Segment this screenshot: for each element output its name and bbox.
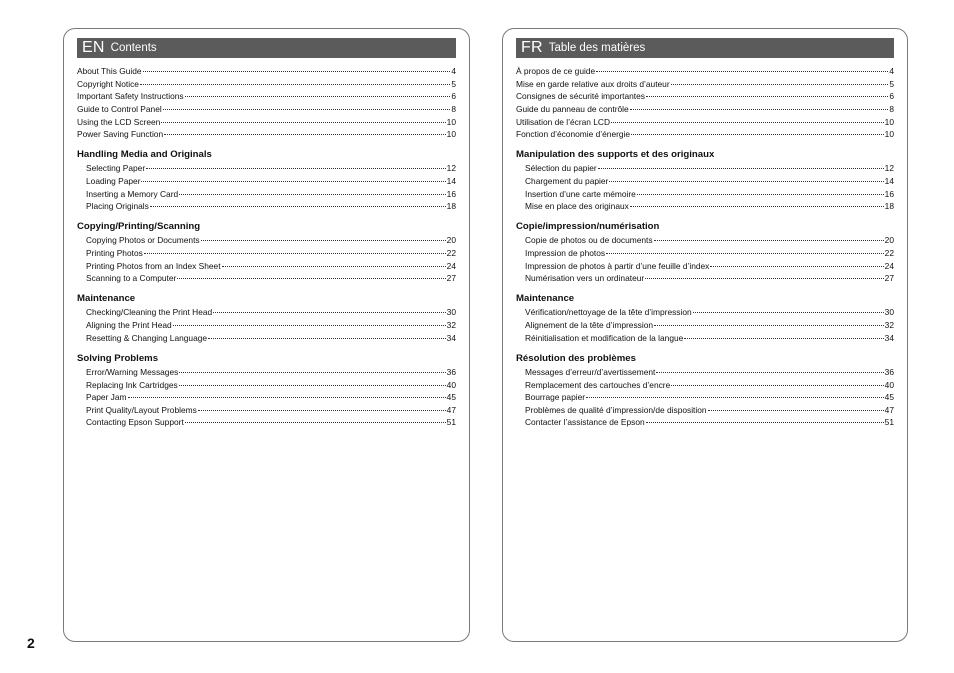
toc-entry[interactable] (77, 103, 456, 116)
toc-entry[interactable] (516, 379, 894, 392)
toc-entry[interactable] (77, 404, 456, 417)
toc-entry[interactable] (516, 319, 894, 332)
dot-leader (143, 71, 451, 72)
toc-entry-label: Replacing Ink Cartridges (86, 379, 178, 390)
toc-entry-label: Chargement du papier (525, 175, 609, 186)
toc-entry[interactable] (516, 65, 894, 78)
toc-entry-page: 10 (884, 129, 894, 140)
toc-entry-page: 4 (889, 66, 894, 76)
toc-list-en (77, 65, 456, 429)
toc-entry[interactable] (77, 366, 456, 379)
toc-entry-label: Print Quality/Layout Problems (86, 404, 197, 415)
toc-entry-label: Loading Paper (86, 175, 141, 186)
toc-entry-page: 30 (884, 307, 894, 318)
contents-title: Contents (110, 42, 157, 54)
toc-entry-label: Impression de photos (525, 248, 606, 259)
toc-entry[interactable] (516, 175, 894, 188)
dot-leader (609, 181, 883, 182)
toc-entry[interactable] (77, 272, 456, 285)
toc-entry-label: Placing Originals (86, 201, 149, 212)
toc-entry-page: 16 (884, 188, 894, 199)
toc-entry-label: Guide to Control Panel (77, 103, 162, 114)
toc-entry[interactable] (77, 234, 456, 247)
toc-entry-label: Numérisation vers un ordinateur (525, 273, 645, 284)
language-code: EN (82, 39, 105, 56)
dot-leader (222, 266, 446, 267)
toc-entry-page: 24 (446, 260, 456, 271)
contents-panel-en (63, 28, 470, 642)
toc-entry-label: Copyright Notice (77, 78, 139, 89)
toc-entry-label: Vérification/nettoyage de la tête d’impression (525, 307, 692, 318)
toc-entry-label: Problèmes de qualité d’impression/de disposition (525, 404, 707, 415)
dot-leader (611, 122, 884, 123)
toc-entry[interactable] (77, 379, 456, 392)
toc-entry-label: Checking/Cleaning the Print Head (86, 307, 213, 318)
toc-entry[interactable] (77, 116, 456, 129)
dot-leader (637, 194, 884, 195)
toc-entry-page: 51 (884, 417, 894, 428)
toc-entry-page: 6 (889, 91, 894, 102)
dot-leader (671, 385, 883, 386)
toc-entry-label: Utilisation de l’écran LCD (516, 116, 611, 127)
dot-leader (708, 410, 884, 411)
toc-entry-page: 8 (889, 103, 894, 114)
dot-leader (684, 338, 883, 339)
toc-entry-label: Selecting Paper (86, 163, 146, 174)
toc-entry-label: Power Saving Function (77, 129, 164, 140)
dot-leader (146, 168, 446, 169)
dot-leader (598, 168, 884, 169)
toc-entry-label: About This Guide (77, 66, 142, 76)
toc-entry[interactable] (77, 332, 456, 345)
toc-entry[interactable] (516, 116, 894, 129)
toc-entry-label: Bourrage papier (525, 392, 586, 403)
toc-entry-page: 22 (884, 248, 894, 259)
toc-entry-label: Réinitialisation et modification de la langue (525, 332, 684, 343)
dot-leader (185, 422, 446, 423)
toc-entry-page: 32 (884, 320, 894, 331)
toc-entry-label: Inserting a Memory Card (86, 188, 179, 199)
dot-leader (630, 109, 889, 110)
toc-entry-label: Printing Photos from an Index Sheet (86, 260, 221, 271)
toc-section-title: Maintenance (77, 293, 136, 305)
dot-leader (646, 96, 888, 97)
toc-entry-label: À propos de ce guide (516, 66, 596, 76)
dot-leader (645, 278, 884, 279)
toc-entry-label: Resetting & Changing Language (86, 332, 208, 343)
toc-entry[interactable] (77, 200, 456, 213)
toc-entry-page: 34 (884, 332, 894, 343)
dot-leader (213, 312, 446, 313)
toc-entry-label: Impression de photos à partir d’une feuille d’index (525, 260, 710, 271)
toc-entry[interactable] (516, 188, 894, 201)
toc-entry-page: 6 (451, 91, 456, 102)
toc-entry[interactable] (516, 404, 894, 417)
toc-entry[interactable] (516, 391, 894, 404)
toc-entry-page: 24 (884, 260, 894, 271)
toc-entry[interactable] (516, 306, 894, 319)
toc-entry-label: Fonction d’économie d’énergie (516, 129, 631, 140)
toc-entry-page: 34 (446, 332, 456, 343)
dot-leader (654, 240, 884, 241)
toc-entry-label: Contacting Epson Support (86, 417, 184, 428)
language-code: FR (521, 39, 543, 56)
toc-entry[interactable] (516, 162, 894, 175)
dot-leader (606, 253, 884, 254)
toc-entry-page: 18 (446, 201, 456, 212)
toc-entry-label: Paper Jam (86, 392, 127, 403)
toc-entry[interactable] (77, 416, 456, 429)
contents-header-fr (516, 38, 894, 58)
toc-entry[interactable] (516, 78, 894, 91)
toc-entry-page: 10 (446, 129, 456, 140)
dot-leader (128, 397, 446, 398)
toc-entry-page: 5 (889, 78, 894, 89)
toc-entry-page: 47 (446, 404, 456, 415)
toc-entry-label: Consignes de sécurité importantes (516, 91, 645, 102)
toc-entry-label: Alignement de la tête d’impression (525, 320, 654, 331)
toc-list-fr (516, 65, 894, 429)
toc-entry-label: Copying Photos or Documents (86, 235, 200, 246)
dot-leader (596, 71, 888, 72)
dot-leader (198, 410, 446, 411)
dot-leader (671, 84, 889, 85)
contents-header-en (77, 38, 456, 58)
toc-entry[interactable] (516, 128, 894, 141)
dot-leader (656, 372, 883, 373)
toc-entry[interactable] (516, 260, 894, 273)
dot-leader (630, 206, 884, 207)
toc-entry-page: 14 (884, 175, 894, 186)
toc-entry-page: 20 (446, 235, 456, 246)
dot-leader (177, 278, 445, 279)
toc-entry-page: 40 (446, 379, 456, 390)
toc-entry-label: Printing Photos (86, 248, 143, 259)
dot-leader (586, 397, 884, 398)
dot-leader (161, 122, 445, 123)
toc-entry-page: 51 (446, 417, 456, 428)
toc-entry-page: 47 (884, 404, 894, 415)
contents-panel-fr (502, 28, 908, 642)
toc-entry-label: Using the LCD Screen (77, 116, 161, 127)
toc-entry-page: 10 (446, 116, 456, 127)
dot-leader (164, 134, 446, 135)
dot-leader (179, 194, 446, 195)
toc-section-title: Maintenance (516, 293, 575, 305)
toc-entry-page: 45 (446, 392, 456, 403)
toc-entry-page: 14 (446, 175, 456, 186)
dot-leader (208, 338, 446, 339)
dot-leader (201, 240, 446, 241)
dot-leader (144, 253, 446, 254)
toc-entry[interactable] (77, 188, 456, 201)
toc-entry[interactable] (516, 200, 894, 213)
toc-entry-label: Scanning to a Computer (86, 273, 177, 284)
toc-entry[interactable] (77, 78, 456, 91)
toc-entry-page: 8 (451, 103, 456, 114)
toc-entry[interactable] (77, 391, 456, 404)
toc-entry[interactable] (516, 234, 894, 247)
dot-leader (179, 372, 445, 373)
dot-leader (163, 109, 451, 110)
toc-entry-page: 16 (446, 188, 456, 199)
toc-entry-label: Aligning the Print Head (86, 320, 172, 331)
toc-section-title: Copie/impression/numérisation (516, 221, 660, 233)
toc-entry[interactable] (77, 90, 456, 103)
toc-entry-page: 27 (884, 273, 894, 284)
toc-entry[interactable] (77, 306, 456, 319)
toc-entry[interactable] (77, 128, 456, 141)
toc-entry-label: Mise en garde relative aux droits d’auteur (516, 78, 670, 89)
toc-entry-page: 18 (884, 201, 894, 212)
toc-entry[interactable] (516, 247, 894, 260)
toc-section-title: Solving Problems (77, 352, 159, 364)
toc-entry-label: Copie de photos ou de documents (525, 235, 653, 246)
toc-entry[interactable] (77, 162, 456, 175)
toc-section-title: Manipulation des supports et des originaux (516, 149, 715, 161)
toc-entry-label: Error/Warning Messages (86, 366, 179, 377)
dot-leader (179, 385, 446, 386)
dot-leader (646, 422, 884, 423)
dot-leader (140, 84, 450, 85)
toc-entry-label: Guide du panneau de contrôle (516, 103, 629, 114)
dot-leader (173, 325, 446, 326)
toc-entry-page: 12 (446, 163, 456, 174)
toc-entry-label: Contacter l’assistance de Epson (525, 417, 645, 428)
toc-entry[interactable] (77, 260, 456, 273)
dot-leader (150, 206, 446, 207)
toc-entry[interactable] (516, 332, 894, 345)
page-number: 2 (27, 635, 35, 651)
toc-entry-page: 20 (884, 235, 894, 246)
toc-entry-page: 30 (446, 307, 456, 318)
toc-entry-page: 12 (884, 163, 894, 174)
toc-entry-label: Mise en place des originaux (525, 201, 629, 212)
toc-entry[interactable] (77, 65, 456, 78)
toc-entry-label: Messages d’erreur/d’avertissement (525, 366, 656, 377)
toc-entry[interactable] (516, 416, 894, 429)
toc-entry[interactable] (77, 319, 456, 332)
dot-leader (710, 266, 883, 267)
toc-section-title: Résolution des problèmes (516, 352, 636, 364)
toc-entry-page: 27 (446, 273, 456, 284)
toc-entry[interactable] (516, 366, 894, 379)
dot-leader (693, 312, 884, 313)
toc-entry-page: 36 (446, 366, 456, 377)
dot-leader (141, 181, 445, 182)
dot-leader (654, 325, 884, 326)
toc-entry[interactable] (77, 175, 456, 188)
toc-entry-page: 45 (884, 392, 894, 403)
toc-entry-page: 22 (446, 248, 456, 259)
toc-entry-label: Insertion d’une carte mémoire (525, 188, 636, 199)
toc-entry[interactable] (516, 90, 894, 103)
toc-entry-page: 10 (884, 116, 894, 127)
toc-section-title: Handling Media and Originals (77, 149, 212, 161)
toc-entry-page: 4 (451, 66, 456, 76)
toc-entry-page: 36 (884, 366, 894, 377)
toc-entry-label: Important Safety Instructions (77, 91, 184, 102)
contents-title: Table des matières (548, 42, 646, 54)
toc-entry[interactable] (77, 247, 456, 260)
toc-entry-label: Sélection du papier (525, 163, 597, 174)
toc-entry-label: Remplacement des cartouches d’encre (525, 379, 671, 390)
toc-entry-page: 32 (446, 320, 456, 331)
toc-entry[interactable] (516, 103, 894, 116)
toc-entry[interactable] (516, 272, 894, 285)
toc-section-title: Copying/Printing/Scanning (77, 221, 201, 233)
toc-entry-page: 40 (884, 379, 894, 390)
dot-leader (631, 134, 884, 135)
toc-entry-page: 5 (451, 78, 456, 89)
dot-leader (185, 96, 451, 97)
